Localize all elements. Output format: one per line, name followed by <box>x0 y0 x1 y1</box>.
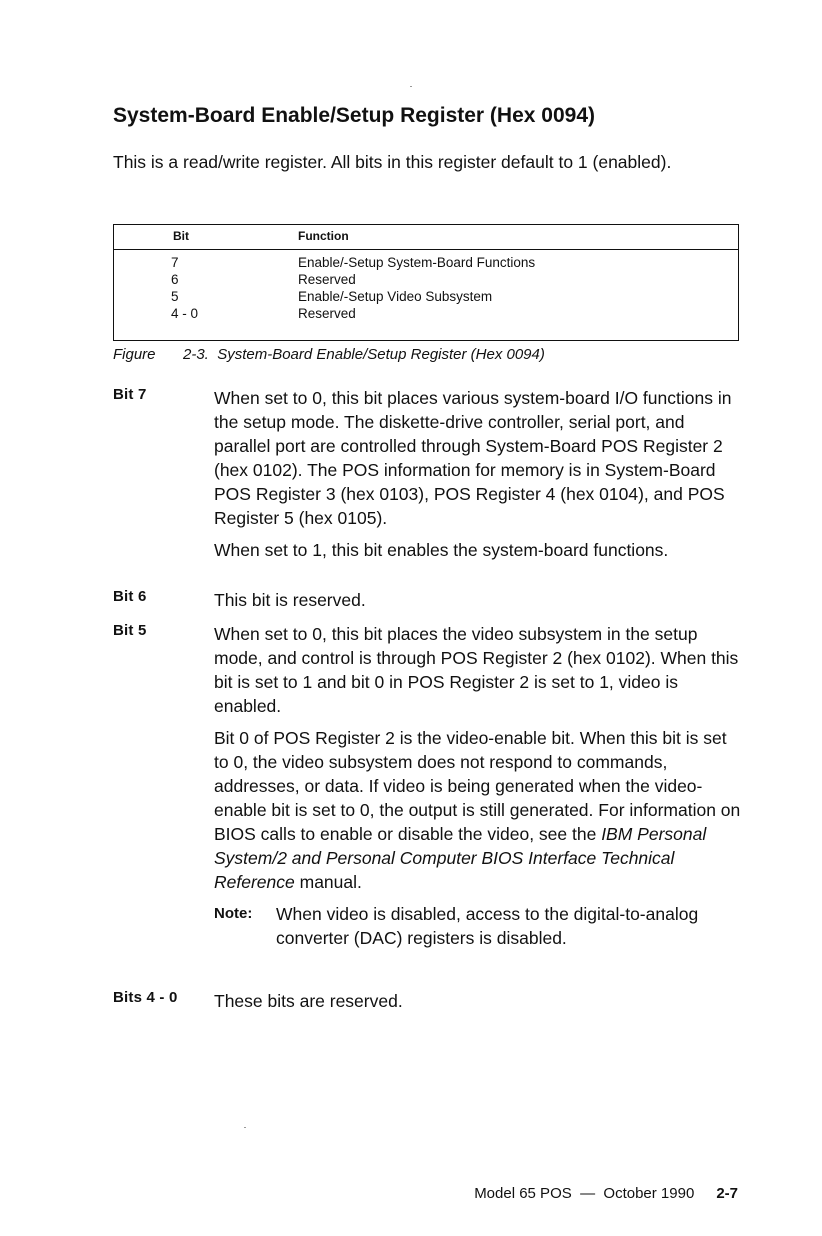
table-row <box>114 289 738 306</box>
table-cell-bit: 4 - 0 <box>171 306 199 321</box>
bit-description <box>214 588 742 620</box>
table-cell-function: Enable/-Setup Video Subsystem <box>298 289 493 304</box>
page-number: 2-7 <box>716 1185 738 1202</box>
description-paragraph: When set to 0, this bit places various system-board I/O functions in the setup mode. The diskette-drive controller, serial port, and parallel port are controlled through System-Board POS Register 2 (hex 0102). The POS information for memory is in System-Board POS Register 3 (hex 0103), POS Register 4 (hex 0104), and POS Register 5 (hex 0105). <box>214 388 732 528</box>
page-footer <box>474 1185 738 1202</box>
table-row <box>114 255 738 272</box>
description-paragraph-reference <box>214 726 742 894</box>
figure-label: Figure <box>113 346 156 363</box>
description-paragraph: When set to 1, this bit enables the system-board functions. <box>214 540 669 560</box>
register-table <box>113 224 739 341</box>
table-header-rule <box>114 249 738 250</box>
table-header-bit: Bit <box>173 229 189 243</box>
footer-text: Model 65 POS — October 1990 <box>474 1185 695 1202</box>
bit-description <box>214 386 742 570</box>
intro-paragraph: This is a read/write register. All bits in this register default to 1 (enabled). <box>113 152 672 172</box>
note-label: Note: <box>214 905 253 922</box>
description-paragraph: These bits are reserved. <box>214 991 403 1011</box>
table-cell-function: Reserved <box>298 272 356 287</box>
table-cell-bit: 6 <box>171 272 179 287</box>
figure-title: System-Board Enable/Setup Register (Hex 0094) <box>217 346 545 363</box>
table-row <box>114 306 738 323</box>
bit-term: Bits 4 - 0 <box>113 989 178 1006</box>
table-cell-bit: 5 <box>171 289 179 304</box>
table-row <box>114 272 738 289</box>
bit-term: Bit 6 <box>113 588 147 605</box>
description-paragraph: When set to 0, this bit places the video subsystem in the setup mode, and control is through POS Register 2 (hex 0102). When this bit is set to 1 and bit 0 in POS Register 2 is set to 1, video is enabled. <box>214 624 739 716</box>
figure-number: 2-3. <box>183 346 209 363</box>
reference-text-after: manual. <box>294 872 362 892</box>
scan-speck <box>410 86 412 87</box>
scan-speck <box>244 1127 246 1128</box>
figure-caption <box>113 346 545 363</box>
table-cell-function: Reserved <box>298 306 356 321</box>
note-text: When video is disabled, access to the digital-to-analog converter (DAC) registers is disabled. <box>276 904 699 948</box>
table-cell-function: Enable/-Setup System-Board Functions <box>298 255 536 270</box>
section-heading: System-Board Enable/Setup Register (Hex 0094) <box>113 104 595 127</box>
manual-title: IBM Personal System/2 and Personal Computer BIOS Interface Technical Reference <box>214 824 707 892</box>
description-paragraph: This bit is reserved. <box>214 590 366 610</box>
bit-description <box>214 989 742 1021</box>
bit-term: Bit 5 <box>113 622 147 639</box>
table-cell-bit: 7 <box>171 255 179 270</box>
bit-description <box>214 622 742 950</box>
bit-term: Bit 7 <box>113 386 147 403</box>
reference-text-before: Bit 0 of POS Register 2 is the video-enable bit. When this bit is set to 0, the video subsystem does not respond to commands, addresses, or data. If video is being generated when the video-enable bit is set to 0, the output is still generated. For information on BIOS calls to enable or disable the video, see the <box>214 728 741 844</box>
table-header-function: Function <box>298 229 349 243</box>
note-block <box>214 902 742 950</box>
